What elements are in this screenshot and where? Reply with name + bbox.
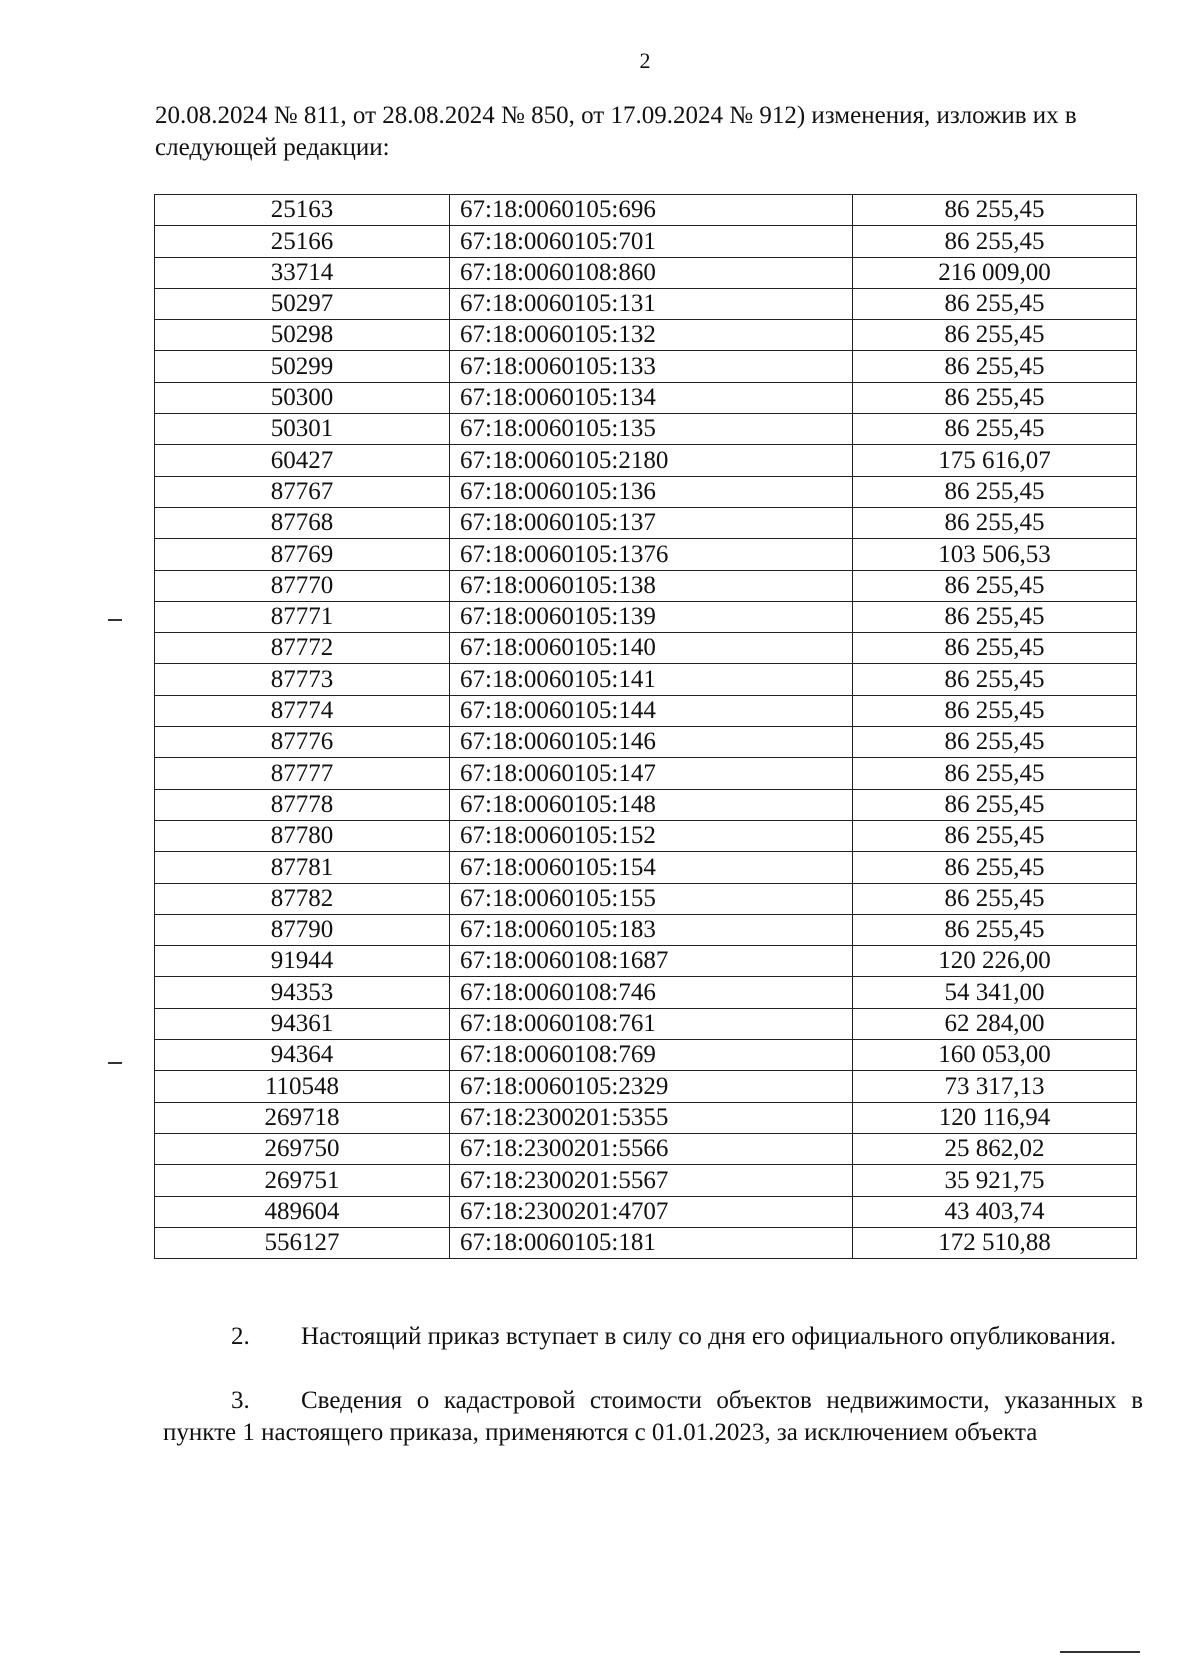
cadastral-number-cell: 67:18:0060105:135: [450, 414, 853, 445]
table-row: [155, 1165, 1137, 1196]
object-id-cell: 87782: [155, 883, 450, 914]
cadastral-number-cell: 67:18:0060105:131: [450, 288, 853, 319]
cadastral-value-cell: 86 255,45: [853, 476, 1137, 507]
table-row: [155, 414, 1137, 445]
cadastral-number-cell: 67:18:0060105:183: [450, 914, 853, 945]
cadastral-number-cell: 67:18:0060105:144: [450, 695, 853, 726]
table-row: [155, 539, 1137, 570]
cadastral-number-cell: 67:18:0060105:147: [450, 758, 853, 789]
object-id-cell: 87778: [155, 789, 450, 820]
table-row: [155, 1102, 1137, 1133]
object-id-cell: 25166: [155, 226, 450, 257]
object-id-cell: 87790: [155, 914, 450, 945]
table-row: [155, 1071, 1137, 1102]
paragraph-3: [163, 1385, 1143, 1449]
object-id-cell: 269750: [155, 1133, 450, 1164]
table-row: [155, 820, 1137, 851]
object-id-cell: 94353: [155, 977, 450, 1008]
cadastral-value-table: [154, 194, 1137, 1259]
table-row: [155, 1196, 1137, 1227]
paragraph-number: 3.: [231, 1387, 250, 1414]
table-row: [155, 852, 1137, 883]
table-row: [155, 695, 1137, 726]
table-row: [155, 1133, 1137, 1164]
cadastral-number-cell: 67:18:0060105:139: [450, 601, 853, 632]
object-id-cell: 489604: [155, 1196, 450, 1227]
cadastral-number-cell: 67:18:0060105:155: [450, 883, 853, 914]
cadastral-value-cell: 86 255,45: [853, 695, 1137, 726]
table-row: [155, 633, 1137, 664]
table-row: [155, 883, 1137, 914]
table-row: [155, 1008, 1137, 1039]
table-row: [155, 601, 1137, 632]
cadastral-number-cell: 67:18:0060105:696: [450, 195, 853, 226]
cadastral-value-cell: 86 255,45: [853, 727, 1137, 758]
cadastral-number-cell: 67:18:0060105:1376: [450, 539, 853, 570]
table-row: [155, 1227, 1137, 1258]
table-row: [155, 977, 1137, 1008]
table-row: [155, 195, 1137, 226]
cadastral-value-cell: 86 255,45: [853, 382, 1137, 413]
cadastral-number-cell: 67:18:0060105:140: [450, 633, 853, 664]
cadastral-value-cell: 86 255,45: [853, 633, 1137, 664]
cadastral-value-cell: 160 053,00: [853, 1040, 1137, 1071]
cadastral-number-cell: 67:18:0060105:2329: [450, 1071, 853, 1102]
object-id-cell: 87772: [155, 633, 450, 664]
cadastral-value-cell: 43 403,74: [853, 1196, 1137, 1227]
object-id-cell: 87767: [155, 476, 450, 507]
cadastral-number-cell: 67:18:0060108:860: [450, 257, 853, 288]
paragraph-number: 2.: [231, 1323, 250, 1350]
object-id-cell: 91944: [155, 946, 450, 977]
cadastral-number-cell: 67:18:0060105:154: [450, 852, 853, 883]
cadastral-number-cell: 67:18:0060105:133: [450, 351, 853, 382]
cadastral-number-cell: 67:18:0060105:181: [450, 1227, 853, 1258]
cadastral-number-cell: 67:18:2300201:5567: [450, 1165, 853, 1196]
object-id-cell: 87770: [155, 570, 450, 601]
table-row: [155, 507, 1137, 538]
cadastral-value-cell: 86 255,45: [853, 507, 1137, 538]
object-id-cell: 87780: [155, 820, 450, 851]
cadastral-value-cell: 86 255,45: [853, 288, 1137, 319]
table-row: [155, 288, 1137, 319]
cadastral-value-cell: 86 255,45: [853, 226, 1137, 257]
cadastral-value-cell: 175 616,07: [853, 445, 1137, 476]
table-row: [155, 320, 1137, 351]
cadastral-value-cell: 86 255,45: [853, 195, 1137, 226]
object-id-cell: 50298: [155, 320, 450, 351]
cadastral-value-cell: 86 255,45: [853, 351, 1137, 382]
cadastral-number-cell: 67:18:2300201:5355: [450, 1102, 853, 1133]
table-row: [155, 476, 1137, 507]
object-id-cell: 94361: [155, 1008, 450, 1039]
cadastral-value-cell: 62 284,00: [853, 1008, 1137, 1039]
object-id-cell: 60427: [155, 445, 450, 476]
scan-artifact: [1060, 1651, 1140, 1653]
cadastral-number-cell: 67:18:0060105:148: [450, 789, 853, 820]
cadastral-number-cell: 67:18:0060108:769: [450, 1040, 853, 1071]
object-id-cell: 87768: [155, 507, 450, 538]
cadastral-number-cell: 67:18:0060105:137: [450, 507, 853, 538]
cadastral-value-cell: 172 510,88: [853, 1227, 1137, 1258]
intro-paragraph: 20.08.2024 № 811, от 28.08.2024 № 850, от 17.09.2024 № 912) изменения, изложив их в следующей редакции:: [155, 102, 1077, 161]
cadastral-number-cell: 67:18:0060105:152: [450, 820, 853, 851]
cadastral-number-cell: 67:18:0060105:136: [450, 476, 853, 507]
cadastral-number-cell: 67:18:0060105:701: [450, 226, 853, 257]
cadastral-value-cell: 86 255,45: [853, 320, 1137, 351]
table-row: [155, 758, 1137, 789]
cadastral-number-cell: 67:18:0060105:2180: [450, 445, 853, 476]
cadastral-value-cell: 120 116,94: [853, 1102, 1137, 1133]
table-row: [155, 914, 1137, 945]
table-row: [155, 570, 1137, 601]
cadastral-number-cell: 67:18:0060105:134: [450, 382, 853, 413]
table-row: [155, 727, 1137, 758]
cadastral-value-cell: 86 255,45: [853, 789, 1137, 820]
cadastral-number-cell: 67:18:0060105:146: [450, 727, 853, 758]
cadastral-value-cell: 86 255,45: [853, 914, 1137, 945]
cadastral-value-cell: 216 009,00: [853, 257, 1137, 288]
object-id-cell: 87774: [155, 695, 450, 726]
cadastral-value-cell: 54 341,00: [853, 977, 1137, 1008]
cadastral-number-cell: 67:18:0060108:761: [450, 1008, 853, 1039]
cadastral-number-cell: 67:18:0060105:138: [450, 570, 853, 601]
cadastral-value-cell: 86 255,45: [853, 820, 1137, 851]
object-id-cell: 94364: [155, 1040, 450, 1071]
object-id-cell: 87771: [155, 601, 450, 632]
page-number: 2: [639, 48, 651, 73]
object-id-cell: 50299: [155, 351, 450, 382]
cadastral-number-cell: 67:18:0060108:746: [450, 977, 853, 1008]
paragraph-text: Настоящий приказ вступает в силу со дня его официального опубликования.: [301, 1323, 1117, 1350]
object-id-cell: 25163: [155, 195, 450, 226]
scan-artifact: [108, 619, 122, 621]
cadastral-value-cell: 86 255,45: [853, 664, 1137, 695]
cadastral-number-cell: 67:18:2300201:4707: [450, 1196, 853, 1227]
cadastral-value-cell: 25 862,02: [853, 1133, 1137, 1164]
table-row: [155, 946, 1137, 977]
object-id-cell: 87769: [155, 539, 450, 570]
object-id-cell: 269751: [155, 1165, 450, 1196]
cadastral-value-cell: 86 255,45: [853, 601, 1137, 632]
table-row: [155, 382, 1137, 413]
cadastral-value-cell: 86 255,45: [853, 852, 1137, 883]
cadastral-value-cell: 120 226,00: [853, 946, 1137, 977]
cadastral-value-cell: 35 921,75: [853, 1165, 1137, 1196]
cadastral-value-cell: 86 255,45: [853, 570, 1137, 601]
paragraph-text: Сведения о кадастровой стоимости объектов недвижимости, указанных в пункте 1 настоящего приказа, применяются с 01.01.2023, за исключением объекта: [163, 1387, 1143, 1446]
table-row: [155, 445, 1137, 476]
scan-artifact: [108, 1062, 122, 1064]
object-id-cell: 269718: [155, 1102, 450, 1133]
cadastral-value-cell: 86 255,45: [853, 414, 1137, 445]
cadastral-number-cell: 67:18:0060105:141: [450, 664, 853, 695]
object-id-cell: 33714: [155, 257, 450, 288]
object-id-cell: 87773: [155, 664, 450, 695]
cadastral-number-cell: 67:18:0060108:1687: [450, 946, 853, 977]
cadastral-number-cell: 67:18:0060105:132: [450, 320, 853, 351]
object-id-cell: 87781: [155, 852, 450, 883]
table-row: [155, 1040, 1137, 1071]
table-body: [155, 195, 1137, 1259]
cadastral-value-cell: 103 506,53: [853, 539, 1137, 570]
cadastral-value-cell: 86 255,45: [853, 883, 1137, 914]
object-id-cell: 556127: [155, 1227, 450, 1258]
object-id-cell: 110548: [155, 1071, 450, 1102]
table-row: [155, 789, 1137, 820]
table-row: [155, 257, 1137, 288]
cadastral-value-cell: 86 255,45: [853, 758, 1137, 789]
cadastral-number-cell: 67:18:2300201:5566: [450, 1133, 853, 1164]
table-row: [155, 351, 1137, 382]
table-row: [155, 226, 1137, 257]
object-id-cell: 87777: [155, 758, 450, 789]
object-id-cell: 50300: [155, 382, 450, 413]
object-id-cell: 50297: [155, 288, 450, 319]
table-row: [155, 664, 1137, 695]
object-id-cell: 87776: [155, 727, 450, 758]
cadastral-value-cell: 73 317,13: [853, 1071, 1137, 1102]
paragraph-2: [163, 1321, 1143, 1353]
object-id-cell: 50301: [155, 414, 450, 445]
